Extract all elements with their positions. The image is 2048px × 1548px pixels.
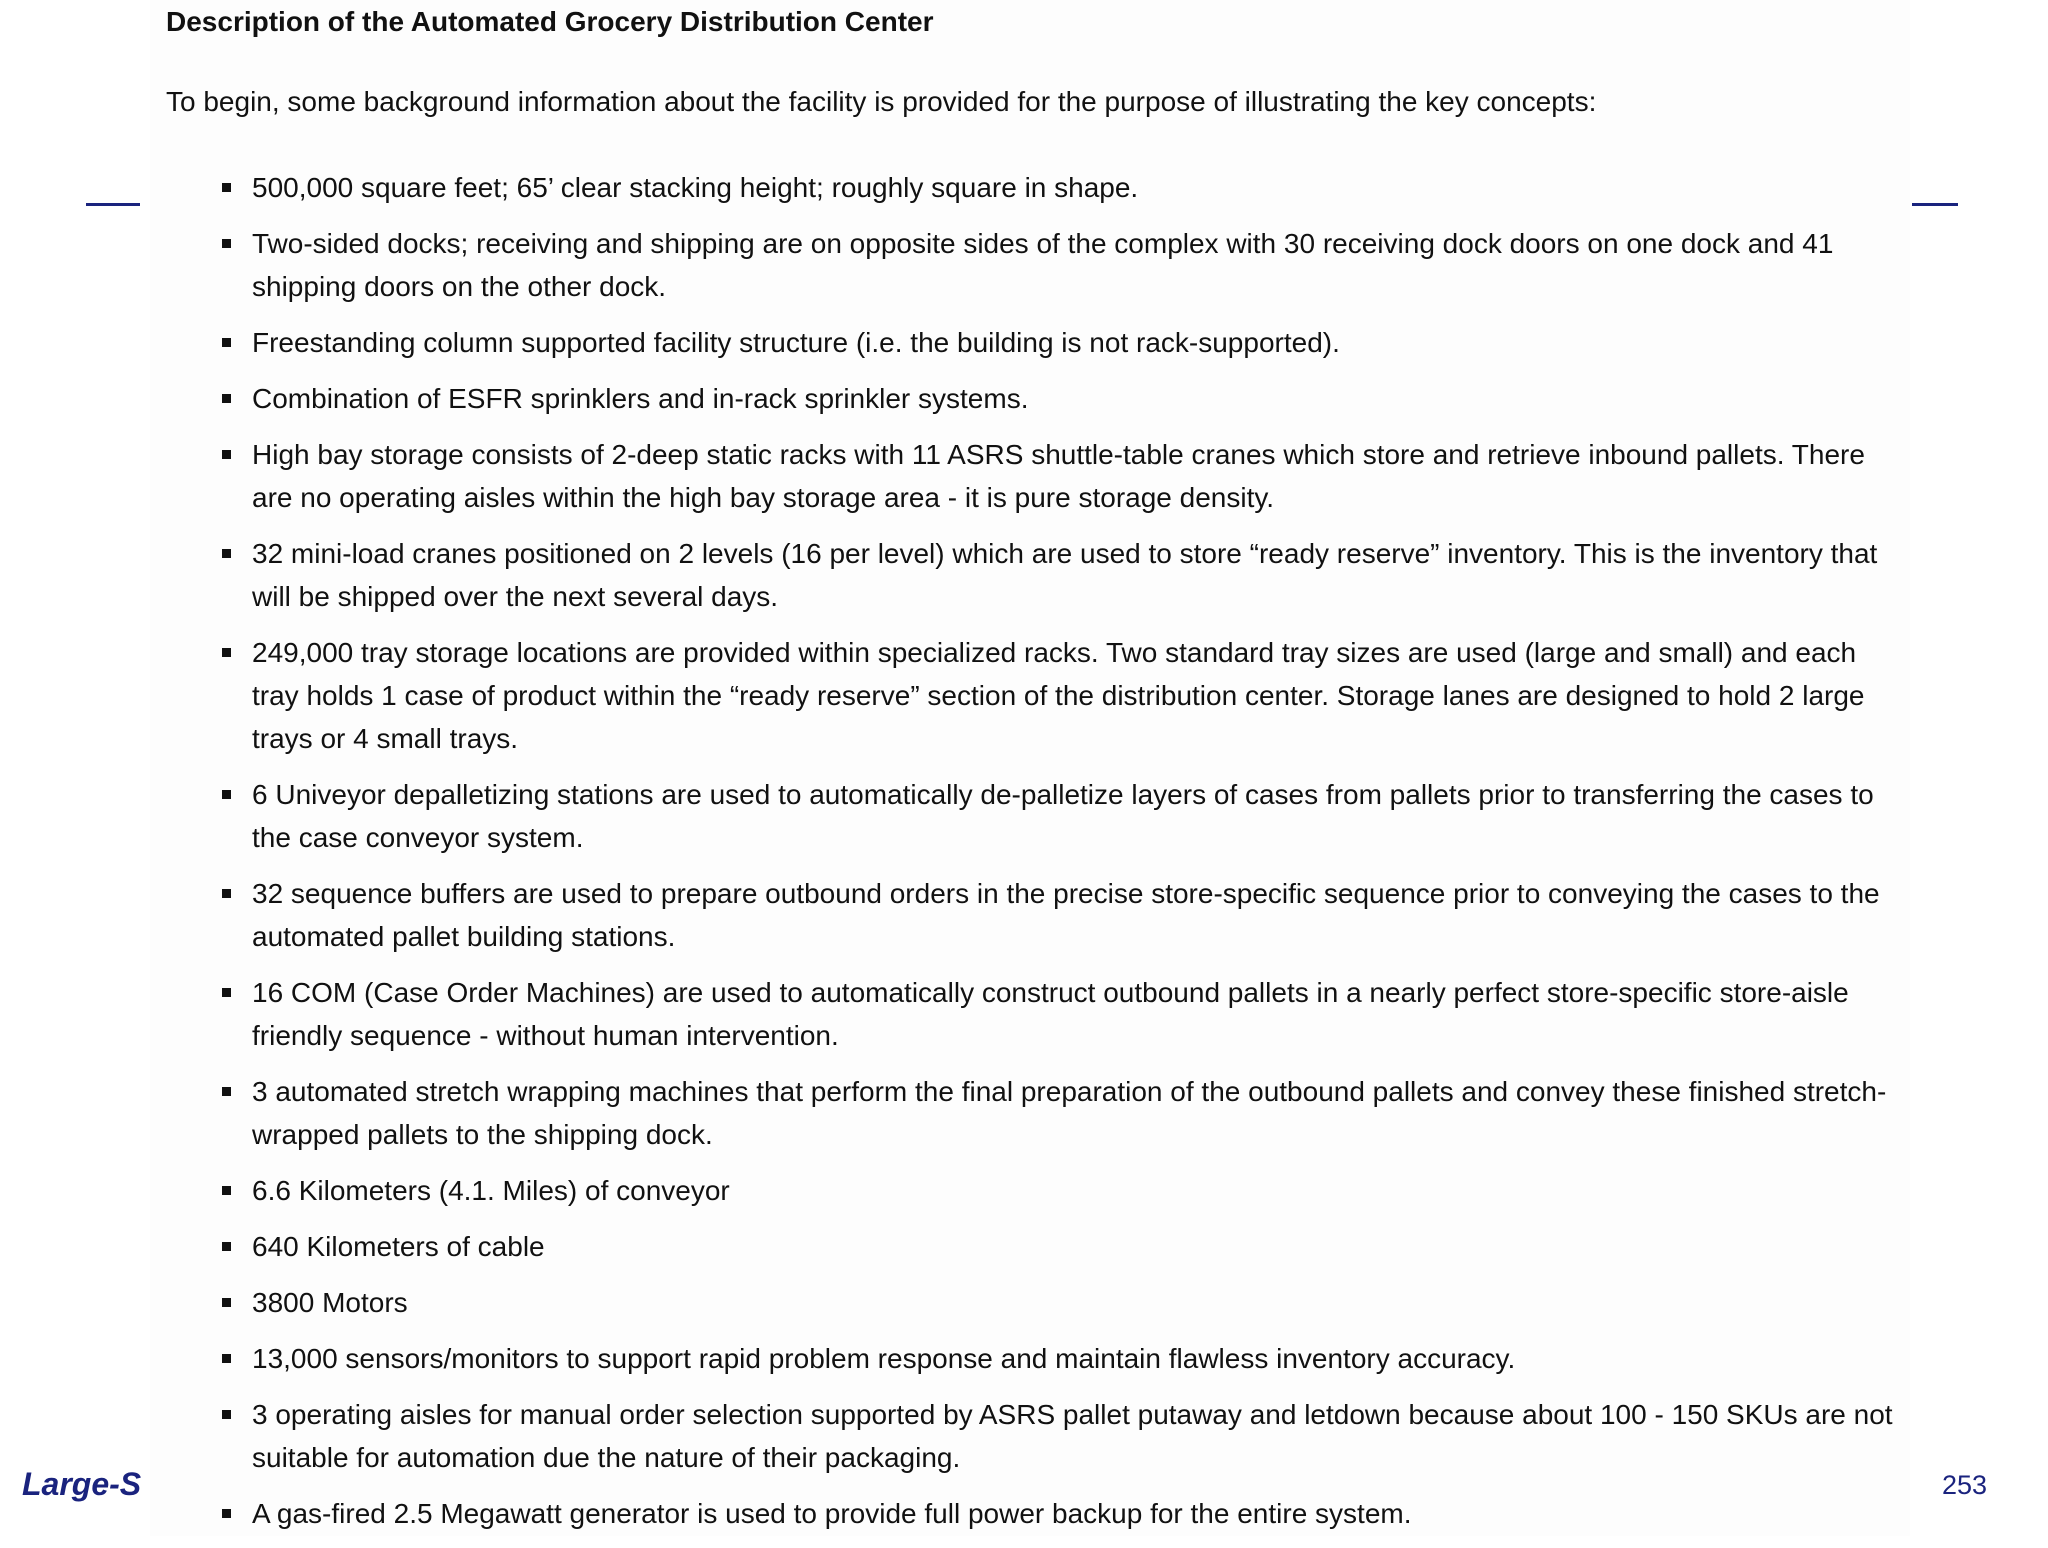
square-bullet-icon [222, 790, 231, 799]
intro-paragraph: To begin, some background information about the facility is provided for the purpose of illustrating the key concepts: [166, 86, 1597, 117]
list-item [216, 433, 1896, 519]
list-item [216, 1070, 1896, 1156]
square-bullet-icon [222, 239, 231, 248]
list-item [216, 1281, 1896, 1324]
list-item [216, 321, 1896, 364]
list-item [216, 1337, 1896, 1380]
square-bullet-icon [222, 1298, 231, 1307]
left-decorative-line [86, 203, 140, 206]
list-item-text: 3800 Motors [252, 1287, 408, 1318]
square-bullet-icon [222, 450, 231, 459]
square-bullet-icon [222, 394, 231, 403]
list-item [216, 222, 1896, 308]
square-bullet-icon [222, 648, 231, 657]
facility-facts-list [216, 166, 1896, 1548]
list-item [216, 532, 1896, 618]
list-item-text: 6 Univeyor depalletizing stations are used to automatically de-palletize layers of cases from pallets prior to transferring the cases to the case conveyor system. [252, 779, 1874, 853]
list-item [216, 773, 1896, 859]
list-item-text: 13,000 sensors/monitors to support rapid problem response and maintain flawless inventory accuracy. [252, 1343, 1516, 1374]
list-item-text: 249,000 tray storage locations are provided within specialized racks. Two standard tray sizes are used (large and small) and each tray holds 1 case of product within the “ready reserve” section of the distribution center. Storage lanes are designed to hold 2 large trays or 4 small trays. [252, 637, 1865, 754]
document-title: Description of the Automated Grocery Distribution Center [166, 6, 934, 37]
square-bullet-icon [222, 1410, 231, 1419]
list-item-text: 640 Kilometers of cable [252, 1231, 545, 1262]
list-item-text: High bay storage consists of 2-deep static racks with 11 ASRS shuttle-table cranes which store and retrieve inbound pallets. There are no operating aisles within the high bay storage area - it is pure storage density. [252, 439, 1865, 513]
square-bullet-icon [222, 988, 231, 997]
page-number: 253 [1942, 1470, 1988, 1500]
list-item-text: Combination of ESFR sprinklers and in-rack sprinkler systems. [252, 383, 1029, 414]
square-bullet-icon [222, 1186, 231, 1195]
list-item [216, 1492, 1896, 1535]
square-bullet-icon [222, 183, 231, 192]
list-item [216, 1393, 1896, 1479]
square-bullet-icon [222, 1087, 231, 1096]
list-item [216, 1225, 1896, 1268]
list-item [216, 1169, 1896, 1212]
list-item-text: Two-sided docks; receiving and shipping are on opposite sides of the complex with 30 receiving dock doors on one dock and 41 shipping doors on the other dock. [252, 228, 1834, 302]
list-item [216, 872, 1896, 958]
square-bullet-icon [222, 1242, 231, 1251]
list-item [216, 971, 1896, 1057]
footer-title-fragment: Large-S [22, 1466, 142, 1502]
list-item [216, 166, 1896, 209]
list-item-text: 3 automated stretch wrapping machines that perform the final preparation of the outbound pallets and convey these finished stretch-wrapped pallets to the shipping dock. [252, 1076, 1887, 1150]
list-item-text: 6.6 Kilometers (4.1. Miles) of conveyor [252, 1175, 730, 1206]
list-item-text: Freestanding column supported facility structure (i.e. the building is not rack-supported). [252, 327, 1340, 358]
list-item [216, 631, 1896, 760]
list-item [216, 377, 1896, 420]
square-bullet-icon [222, 1509, 231, 1518]
square-bullet-icon [222, 889, 231, 898]
list-item-text: 32 mini-load cranes positioned on 2 levels (16 per level) which are used to store “ready reserve” inventory. This is the inventory that will be shipped over the next several days. [252, 538, 1878, 612]
list-item-text: 32 sequence buffers are used to prepare outbound orders in the precise store-specific sequence prior to conveying the cases to the automated pallet building stations. [252, 878, 1880, 952]
list-item-text: A gas-fired 2.5 Megawatt generator is used to provide full power backup for the entire system. [252, 1498, 1412, 1529]
list-item-text: 500,000 square feet; 65’ clear stacking height; roughly square in shape. [252, 172, 1139, 203]
list-item-text: 3 operating aisles for manual order selection supported by ASRS pallet putaway and letdown because about 100 - 150 SKUs are not suitable for automation due the nature of their packaging. [252, 1399, 1893, 1473]
list-item-text: 16 COM (Case Order Machines) are used to automatically construct outbound pallets in a nearly perfect store-specific store-aisle friendly sequence - without human intervention. [252, 977, 1849, 1051]
square-bullet-icon [222, 1354, 231, 1363]
right-decorative-line [1912, 203, 1958, 206]
square-bullet-icon [222, 338, 231, 347]
square-bullet-icon [222, 549, 231, 558]
